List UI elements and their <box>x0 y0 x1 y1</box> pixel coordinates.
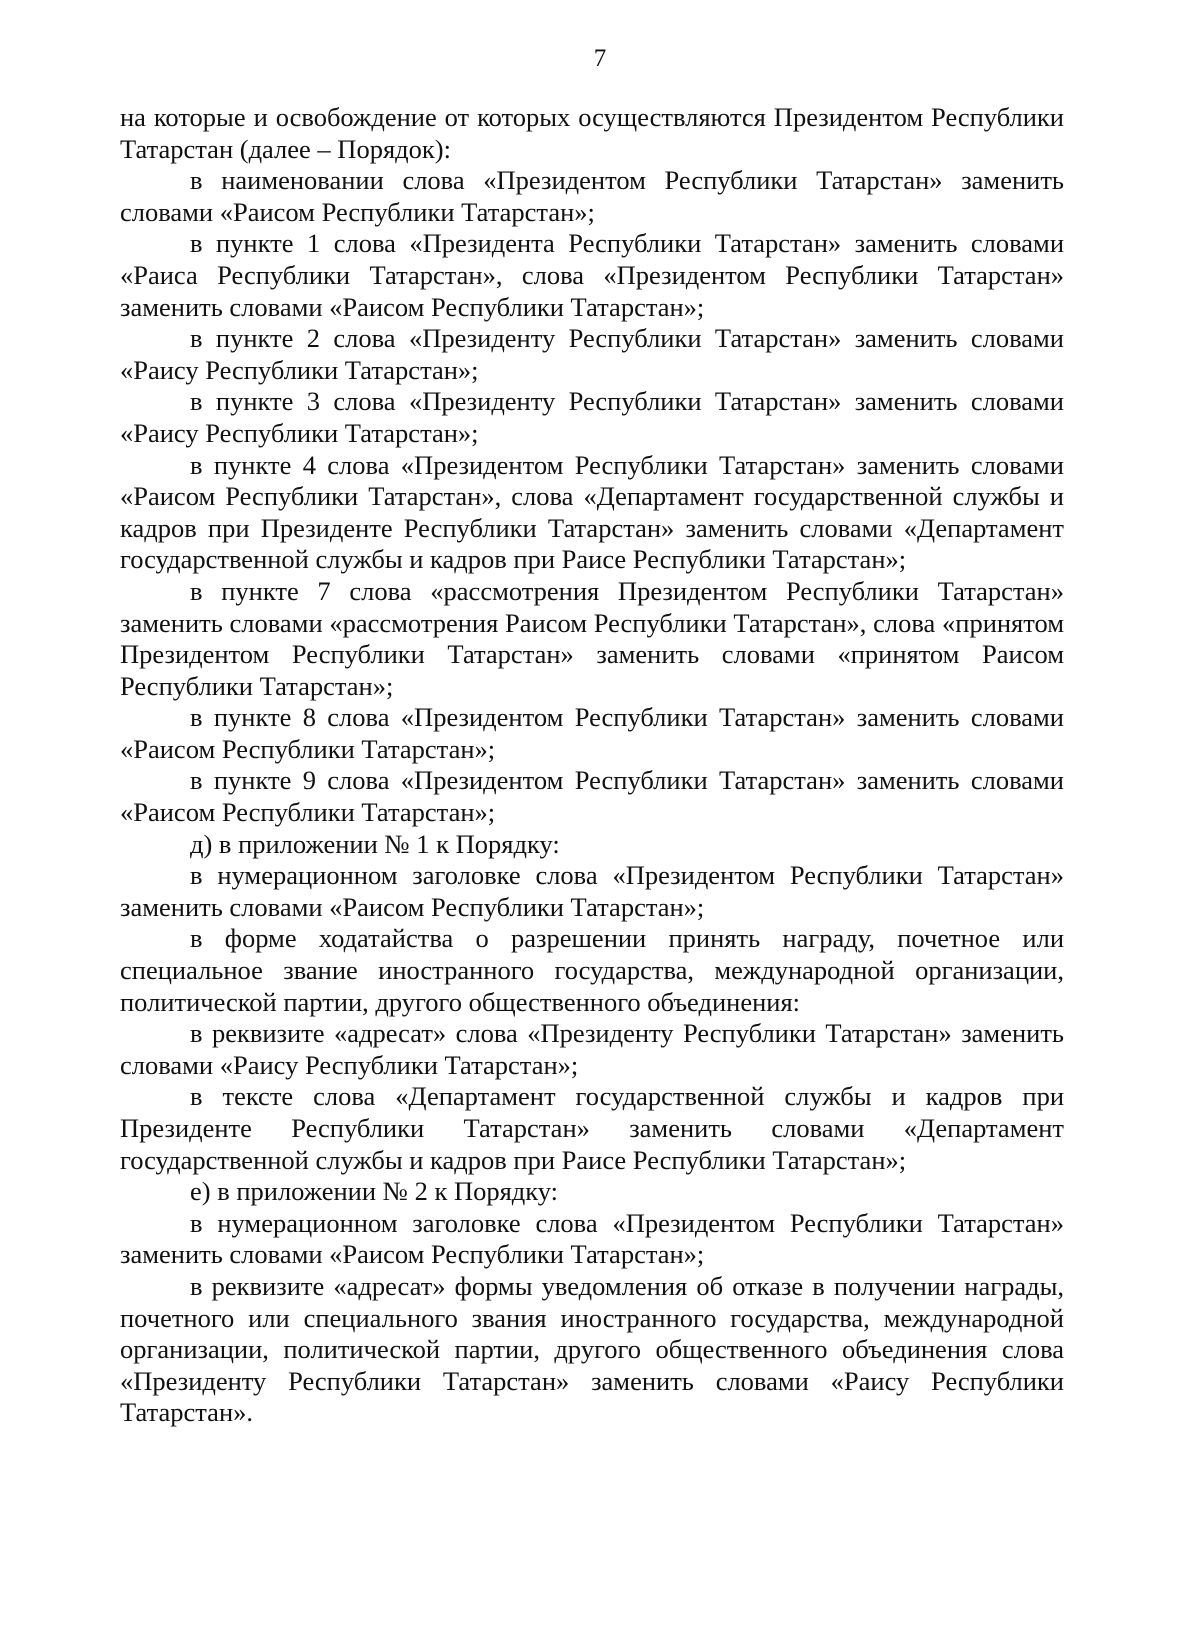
paragraph-continuation: на которые и освобождение от которых осуществляются Президентом Республики Татарстан (далее – Порядок): <box>120 102 1064 164</box>
page-number: 7 <box>593 45 607 72</box>
paragraph-appendix-1-form: в форме ходатайства о разрешении принять награду, почетное или специальное звание иностранного государства, международной организации, политической партии, другого общественного объединения: <box>120 923 1064 1017</box>
paragraph-title-amendment: в наименовании слова «Президентом Республики Татарстан» заменить словами «Раисом Республики Татарстан»; <box>120 165 1064 227</box>
paragraph-appendix-1-text: в тексте слова «Департамент государственной службы и кадров при Президенте Республики Татарстан» заменить словами «Департамент государственной службы и кадров при Раисе Республики Татарстан»; <box>120 1081 1064 1175</box>
paragraph-appendix-1-addressee: в реквизите «адресат» слова «Президенту Республики Татарстан» заменить словами «Раису Республики Татарстан»; <box>120 1018 1064 1080</box>
paragraph-item-7: в пункте 7 слова «рассмотрения Президентом Республики Татарстан» заменить словами «рассмотрения Раисом Республики Татарстан», слова «принятом Президентом Республики Татарстан» заменить словами «принятом Раисом Республики Татарстан»; <box>120 575 1064 701</box>
paragraph-item-2: в пункте 2 слова «Президенту Республики Татарстан» заменить словами «Раису Республики Татарстан»; <box>120 323 1064 385</box>
paragraph-item-1: в пункте 1 слова «Президента Республики Татарстан» заменить словами «Раиса Республики Татарстан», слова «Президентом Республики Татарстан» заменить словами «Раисом Республики Татарстан»; <box>120 228 1064 322</box>
paragraph-item-8: в пункте 8 слова «Президентом Республики Татарстан» заменить словами «Раисом Республики Татарстан»; <box>120 702 1064 764</box>
paragraph-appendix-1-heading: д) в приложении № 1 к Порядку: <box>190 828 560 859</box>
paragraph-item-3: в пункте 3 слова «Президенту Республики Татарстан» заменить словами «Раису Республики Татарстан»; <box>120 386 1064 448</box>
paragraph-appendix-2-heading: е) в приложении № 2 к Порядку: <box>190 1176 559 1207</box>
paragraph-appendix-2-numbering: в нумерационном заголовке слова «Президентом Республики Татарстан» заменить словами «Раисом Республики Татарстан»; <box>120 1207 1064 1270</box>
paragraph-item-4: в пункте 4 слова «Президентом Республики Татарстан» заменить словами «Раисом Республики Татарстан», слова «Департамент государственной службы и кадров при Президенте Республики Татарстан» заменить словами «Департамент государственной службы и кадров при Раисе Республики Татарстан»; <box>120 449 1064 575</box>
paragraph-appendix-2-addressee: в реквизите «адресат» формы уведомления об отказе в получении награды, почетного или специального звания иностранного государства, международной организации, политической партии, другого общественного объединения слова «Президенту Республики Татарстан» заменить словами «Раису Республики Татарстан». <box>120 1270 1064 1428</box>
document-body <box>120 102 1064 1429</box>
paragraph-appendix-1-numbering: в нумерационном заголовке слова «Президентом Республики Татарстан» заменить словами «Раисом Республики Татарстан»; <box>120 860 1064 922</box>
paragraph-item-9: в пункте 9 слова «Президентом Республики Татарстан» заменить словами «Раисом Республики Татарстан»; <box>120 765 1064 828</box>
